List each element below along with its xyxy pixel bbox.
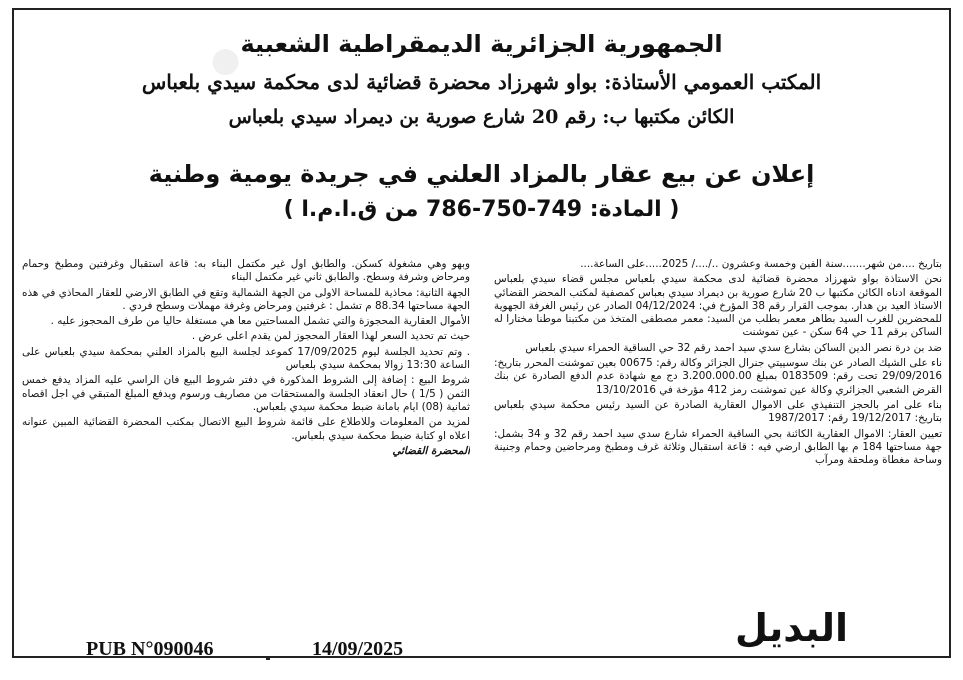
paragraph: ناء على الشيك الصادر عن بنك سوسييتي جنرال الجزائر وكالة رقم: 00675 بعين تموشنت المحرر بتاريخ: 29/09/2016 تحت رقم: 0183509 بمبلغ 3.200.000.00 دج مع شهادة عدم الدفع الصادرة عن بنك القرض الشعبي الجزائري وكالة عين تموشنت رمز 412 مؤرخة في 13/10/2016	[494, 357, 942, 396]
paragraph: شروط البيع : إضافة إلى الشروط المذكورة في دفتر شروط البيع فان الراسي عليه المزاد يدفع خمس الثمن ( 1/5 ) حال انعقاد الجلسة والمستحقات من مصاريف ورسوم ويدفع المبلغ المتبقي في اجل اقصاه ثمانية (08) ايام بامانة ضبط محكمة سيدي بلعباس.	[22, 374, 470, 413]
pub-number: PUB N°090046	[86, 638, 214, 660]
paragraph: بناء على امر بالحجز التنفيذي على الاموال العقارية الصادرة عن السيد رئيس محكمة سيدي بلعباس بتاريخ: 19/12/2017 رقم: 1987/2017	[494, 398, 942, 425]
office-header: المكتب العمومي الأستاذة: بواو شهرزاد محضرة قضائية لدى محكمة سيدي بلعباس	[141, 70, 822, 94]
signature: المحضرة القضائي	[392, 444, 470, 457]
watermark: ●	[204, 36, 246, 84]
republic-header: الجمهورية الجزائرية الديمقراطية الشعبية	[240, 30, 723, 58]
notice-body	[22, 258, 942, 600]
paragraph: ضد بن درة نصر الدين الساكن بشارع سدي سيد احمد رقم 32 حي الساقية الحمراء سيدي بلعباس	[525, 341, 942, 354]
paragraph: نحن الاستاذة بواو شهرزاد محضرة قضائية لدى محكمة سيدي بلعباس مجلس قضاء سيدي بلعباس الموقعة ادناه الكائن مكتبها ب 20 شارع صورية بن ديمراد سيدي بعباس كمصفية لمكتب المحضر القضائي الاستاذ العيد بن هدار. بموجب القرار رقم 38 المؤرخ في: 04/12/2024 الصادر عن رئيس الغرفة الجهوية للمحضرين للغرب السيد بطاهر معمر بطلب من السيد: معمر مصطفى المتخذ من مكتبنا موطنا مختارا له الساكن برقم 11 حي 64 سكن - عين تموشنت	[494, 273, 942, 339]
separator-dot	[266, 656, 270, 660]
office-address: الكائن مكتبها ب: رقم 20 شارع صورية بن ديمراد سيدي بلعباس	[228, 106, 735, 128]
paragraph: بتاريخ ....من شهر.......سنة الفين وخمسة وعشرون ../..../ 2025.....على الساعة....	[580, 258, 942, 270]
paragraph: . وتم تحديد الجلسة ليوم 17/09/2025 كموعد لجلسة البيع بالمزاد العلني بمحكمة سيدي بلعباس على الساعة 13:30 زوالا بمحكمة سيدي بلعباس	[22, 345, 470, 372]
paragraph: وبهو وهي مشغولة كسكن. والطابق اول غير مكتمل البناء به: قاعة استقبال وغرفتين ومطبخ وحمام ومرحاض وشرفة وسطح. والطابق ثاني غير مكتمل البناء	[22, 258, 470, 284]
left-column	[22, 258, 470, 600]
announcement-title: إعلان عن بيع عقار بالمزاد العلني في جريدة يومية وطنية	[148, 160, 815, 188]
paragraph: لمزيد من المعلومات وللاطلاع على قائمة شروط البيع الاتصال بمكتب المحضرة القضائية المبين عنوانه اعلاه او كتابة ضبط محكمة سيدي بلعباس.	[22, 416, 470, 442]
legal-articles: ( المادة: 749-750-786 من ق.ا.م.ا )	[283, 197, 680, 222]
paragraph: الأموال العقارية المحجوزة والتي تشمل المساحتين معا هي مستغلة حاليا من طرف المحجوز عليه .	[50, 315, 470, 328]
publication-date: 14/09/2025	[312, 638, 404, 660]
paragraph: تعيين العقار: الاموال العقارية الكائنة بحي الساقية الحمراء شارع سدي سيد احمد رقم 32 و 34 بشمل: جهة مساحتها 184 م بها الطابق ارضي فيه : قاعة استقبال وثلاثة غرف ومطبخ ومرحاضين وحمام وجنينة وساحة مغطاة وملحقة ومرآب	[494, 427, 942, 467]
paragraph: الجهة الثانية: محاذية للمساحة الاولى من الجهة الشمالية وتقع في الطابق الارضي للعقار المحاذي في هذه الجهة مساحتها 88.34 م تشمل : غرفتين ومرحاض وغرفة مهملات وسطح فردي .	[22, 286, 470, 312]
paragraph: حيث تم تحديد السعر لهذا العقار المحجوز لمن يقدم اعلى عرض .	[191, 330, 470, 343]
newspaper-name: البديل	[735, 606, 848, 650]
right-column	[494, 258, 942, 600]
